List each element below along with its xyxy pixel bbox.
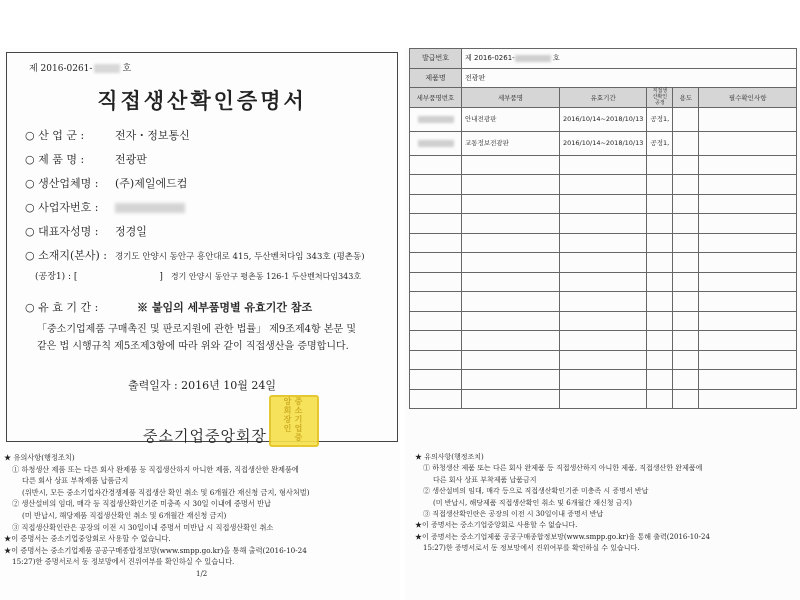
- field-company: ○ 생산업체명 : (주)제일에드컴: [25, 177, 188, 190]
- field-industry: ○ 산 업 군 : 전자・정보통신: [25, 129, 190, 142]
- certificate-frame: [6, 52, 398, 445]
- product-row: 제품명 전광판: [410, 68, 797, 88]
- detail-page: [405, 48, 800, 600]
- page-number: 1/2: [196, 570, 208, 578]
- official-seal-icon: 중소기업중앙회장인: [269, 395, 319, 447]
- empty-table-row: [410, 311, 797, 331]
- certificate-page: [0, 48, 400, 600]
- empty-table-row: [410, 272, 797, 292]
- empty-table-row: [410, 194, 797, 214]
- field-head-office: ○ 소재지(본사) : 경기도 안양시 동안구 흥안대로 415, 두산벤처다임 343호 (평촌동): [25, 249, 365, 262]
- issue-number-row: 발급번호 제 2016-0261- 호: [410, 49, 797, 69]
- redacted-issue-number: [515, 55, 551, 62]
- empty-table-row: [410, 253, 797, 273]
- issue-date: 출력일자 : 2016년 10월 24일: [127, 379, 277, 392]
- table-row: 교통정보전광판 2016/10/14~2018/10/13 공정1,: [410, 131, 797, 155]
- notes-left: ★ 유의사항(행정조치) ① 하청생산 제품 또는 다른 회사 완제품 등 직접생산하지 아니한 제품, 직접생산한 완제품에 다른 회사 상표 부착제품 납품금지 (위반시, 모든 중소기업자간경쟁제품 직접생산 확인 취소 및 6개월간 재신청 금지, 형사처벌) ② 생산설비의 임대, 매각 등 직접생산확인기준 미충족 시 30일 이내에 증명서 반납 (미 반납시, 해당제품 직접생산확인 취소 및 6개월간 재신청 금지) ③ 직접생산확인란은 공장의 이전 시 30일이내 증명서 미반납 시 직접생산확인 취소 ★이 증명서는 중소기업중앙회로 사용할 수 없습니다. ★이 증명서는 중소기업제품 공공구매종합정보망(www.smpp.go.kr)을 통해 출력(2016-10-24 15:27)한 증명서로서 동 정보망에서 진위여부를 확인하실 수 있습니다.: [4, 452, 400, 568]
- redacted-item-number: [418, 116, 454, 123]
- table-row: 안내전광판 2016/10/14~2018/10/13 공정1,: [410, 107, 797, 131]
- empty-table-row: [410, 331, 797, 351]
- certificate-number: 제 2016-0261- 호: [29, 64, 132, 74]
- redacted-number: [94, 64, 120, 73]
- table-header-row: 세부품명번호 세부품명 유효기간 직접생산확인공정 용도 필수확인사항: [410, 88, 797, 108]
- empty-table-row: [410, 214, 797, 234]
- field-business-number: ○ 사업자번호 :: [25, 199, 185, 215]
- empty-table-row: [410, 389, 797, 409]
- redacted-business-number: [115, 203, 185, 213]
- empty-table-row: [410, 350, 797, 370]
- empty-table-row: [410, 233, 797, 253]
- certificate-title: 직접생산확인증명서: [97, 88, 307, 113]
- notes-heading: ★ 유의사항(행정조치): [415, 453, 484, 461]
- empty-rows: [410, 155, 797, 409]
- redacted-item-number: [418, 140, 454, 147]
- notes-heading: ★ 유의사항(행정조치): [4, 453, 75, 462]
- empty-table-row: [410, 155, 797, 175]
- field-representative: ○ 대표자성명 : 정경일: [25, 225, 147, 238]
- issuer-name: 중소기업중앙회장: [143, 427, 267, 445]
- notes-right: ★ 유의사항(행정조치) ① 하청생산 제품 또는 다른 회사 완제품 등 직접생산하지 아니한 제품, 직접생산한 완제품에 다른 회사 상표 부착제품 납품금지 ② 생산설비의 임대, 매각 등으로 직접생산확인기준 미충족 시 증명서 반납 (미 반납시, 해당제품 직접생산확인 취소 및 6개월간 재신청 금지) ③ 직접생산확인란은 공장의 이전 시 30일이내 증명서 반납 ★이 증명서는 중소기업중앙회로 사용할 수 없습니다. ★이 증명서는 중소기업제품 공공구매종합정보망(www.smpp.go.kr)을 통해 출력(2016-10-24 15:27)한 증명서로서 동 정보망에서 진위여부를 확인하실 수 있습니다.: [415, 452, 797, 555]
- empty-table-row: [410, 175, 797, 195]
- field-validity: ○ 유 효 기 간 : ※ 붙임의 세부품명별 유효기간 참조: [25, 301, 313, 314]
- certificate-body: 「중소기업제품 구매촉진 및 판로지원에 관한 법률」 제9조제4항 본문 및 같은 법 시행규칙 제5조제3항에 따라 위와 같이 직접생산을 증명합니다.: [37, 324, 356, 352]
- field-product: ○ 제 품 명 : 전광판: [25, 153, 147, 166]
- field-factory: (공장1) : [ ] 경기 안양시 동안구 평촌동 126-1 두산벤처다임343호: [35, 272, 362, 282]
- empty-table-row: [410, 292, 797, 312]
- detail-table: [409, 48, 797, 409]
- empty-table-row: [410, 370, 797, 390]
